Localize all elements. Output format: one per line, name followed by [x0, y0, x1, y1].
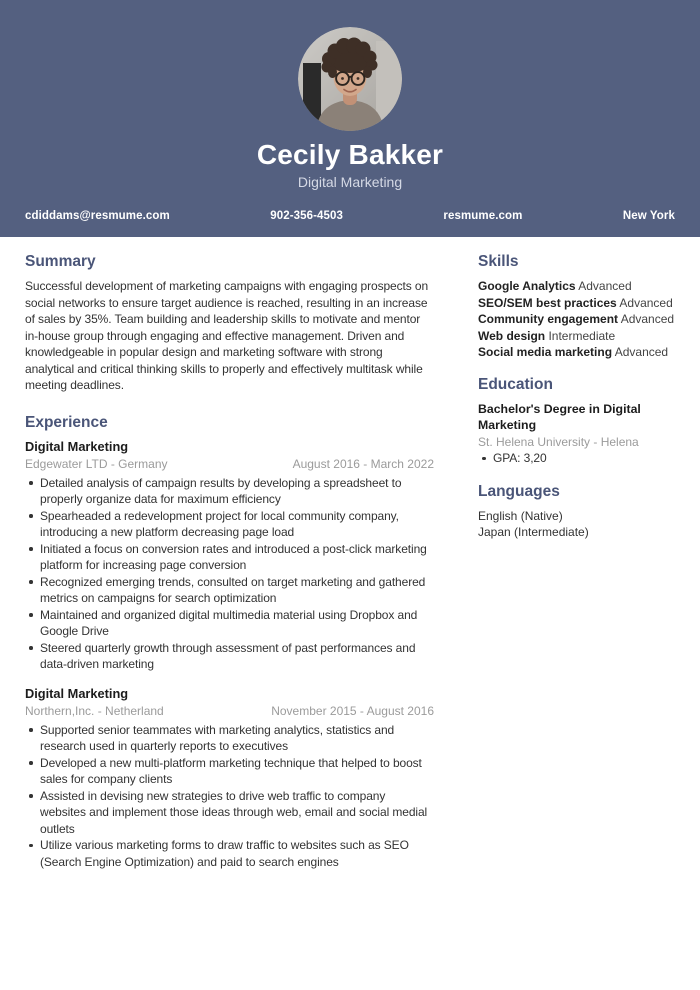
summary-text: Successful development of marketing campaigns with engaging prospects on social networks to ensure target audience is reached, resulting in an increase of sales by 35%. Team building and leadership skills to motivate and mentor in-house group through engaging and effective management. Driven and knowledgeable in popular design and marketing software with strong analytical and critical thinking skills to properly and effectively multitask while meeting deadlines. — [25, 279, 429, 392]
skill-level: Advanced — [619, 295, 673, 310]
contact-location: New York — [622, 210, 675, 222]
education-detail-list — [478, 450, 675, 467]
job-bullet-list — [25, 722, 434, 871]
skill-name: Community engagement — [478, 312, 619, 326]
job-bullet: Recognized emerging trends, consulted on target marketing and gathered metrics on campaigns for search optimization — [40, 574, 434, 607]
education-school: St. Helena University - Helena — [478, 434, 639, 449]
experience-job-1 — [25, 439, 434, 673]
job-bullet: Spearheaded a redevelopment project for local community company, introducing a new platform decreasing page load — [40, 508, 434, 541]
skill-name: SEO/SEM best practices — [478, 295, 617, 310]
skill-level: Advanced — [620, 312, 675, 326]
languages-heading: Languages — [478, 482, 560, 500]
resume-header — [0, 0, 700, 237]
summary-heading: Summary — [25, 253, 96, 270]
right-column — [478, 253, 675, 870]
column-gap — [434, 253, 478, 870]
skills-heading: Skills — [478, 253, 519, 270]
job-company: Northern,Inc. - Netherland — [25, 703, 164, 718]
contact-website: resmume.com — [443, 210, 523, 222]
job-bullet: Utilize various marketing forms to draw traffic to websites such as SEO (Search Engine Optimization) and paid to search engines — [40, 837, 434, 870]
education-section — [478, 376, 675, 467]
skill-item — [478, 278, 675, 295]
summary-section — [25, 253, 434, 394]
education-heading: Education — [478, 375, 553, 393]
left-eye — [341, 77, 344, 80]
resume-body — [0, 237, 700, 870]
job-bullet: Initiated a focus on conversion rates and introduced a post-click marketing platform for increasing page conversion — [40, 541, 434, 574]
person-name: Cecily Bakker — [256, 139, 444, 170]
skill-level: Intermediate — [548, 328, 616, 343]
job-bullet-list — [25, 475, 434, 673]
contact-bar — [0, 210, 700, 237]
experience-heading: Experience — [25, 413, 108, 431]
job-title: Digital Marketing — [25, 438, 129, 454]
job-bullet: Assisted in devising new strategies to drive web traffic to company websites and implement those ideas through web, email and social medial outlets — [40, 788, 434, 838]
contact-phone: 902-356-4503 — [270, 210, 344, 222]
skill-item — [478, 344, 675, 361]
skill-item — [478, 295, 675, 312]
skill-level: Advanced — [578, 279, 632, 293]
skill-name: Web design — [478, 328, 546, 343]
job-dates: November 2015 - August 2016 — [271, 703, 434, 718]
experience-section — [25, 414, 434, 871]
skill-item — [478, 328, 675, 345]
languages-section — [478, 483, 675, 541]
language-item: Japan (Intermediate) — [478, 525, 589, 539]
photo-dark-doorframe — [303, 63, 321, 131]
profile-photo — [298, 27, 402, 131]
experience-job-2 — [25, 686, 434, 871]
contact-email: cdiddams@resmume.com — [25, 210, 170, 222]
job-bullet: Maintained and organized digital multimedia material using Dropbox and Google Drive — [40, 607, 434, 640]
job-meta — [25, 704, 434, 718]
job-meta — [25, 457, 434, 471]
skill-name: Social media marketing — [478, 345, 613, 359]
job-company: Edgewater LTD - Germany — [25, 456, 168, 471]
skill-level: Advanced — [614, 345, 669, 359]
portrait-illustration — [298, 27, 402, 131]
skill-name: Google Analytics — [478, 279, 576, 293]
job-title: Digital Marketing — [25, 685, 129, 701]
education-detail: GPA: 3,20 — [493, 450, 675, 467]
job-bullet: Detailed analysis of campaign results by developing a spreadsheet to properly organize data for maximum efficiency — [40, 475, 434, 508]
job-bullet: Supported senior teammates with marketing analytics, statistics and research used in quarterly reports to executives — [40, 722, 434, 755]
skills-section — [478, 253, 675, 361]
skill-item — [478, 311, 675, 328]
job-bullet: Steered quarterly growth through assessment of past performances and data-driven marketing — [40, 640, 434, 673]
right-eye — [357, 77, 360, 80]
left-column — [25, 253, 434, 870]
education-degree: Bachelor's Degree in Digital Marketing — [478, 401, 641, 432]
person-job-title: Digital Marketing — [297, 174, 403, 190]
job-dates: August 2016 - March 2022 — [292, 456, 434, 471]
language-item: English (Native) — [478, 508, 563, 523]
job-bullet: Developed a new multi-platform marketing technique that helped to boost sales for company clients — [40, 755, 434, 788]
